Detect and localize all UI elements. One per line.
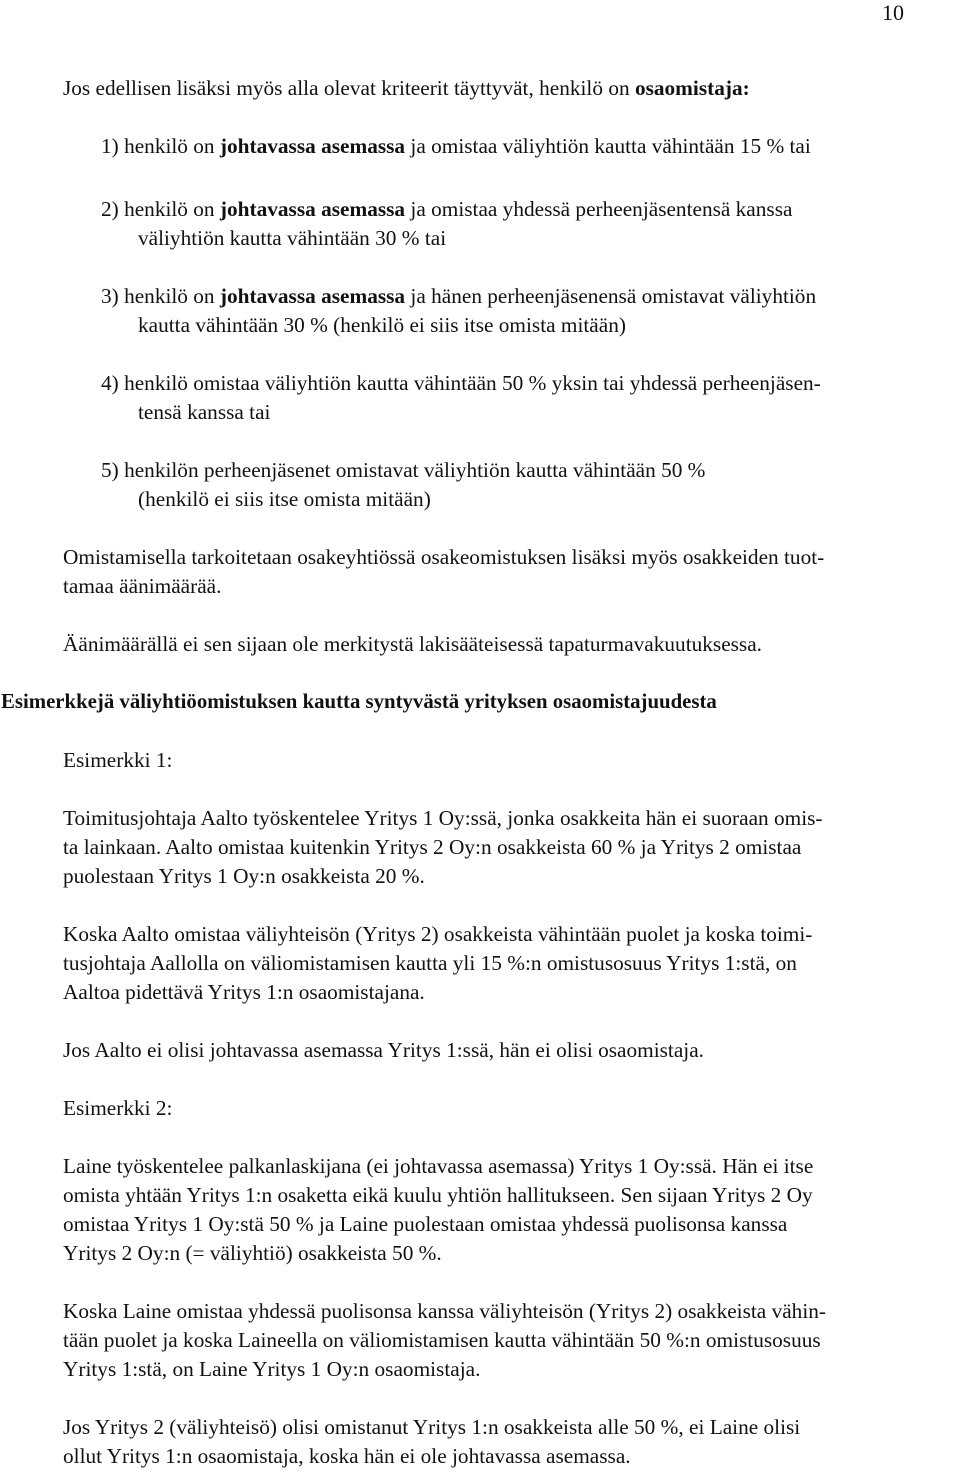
criterion-bold-term: johtavassa asemassa bbox=[219, 134, 406, 158]
criterion-number: 5) bbox=[101, 458, 119, 482]
criterion-number: 4) bbox=[101, 371, 119, 395]
criterion-text: henkilö omistaa väliyhtiön kautta vähintään 50 % yksin tai yhdessä perheenjäsen- bbox=[124, 371, 821, 395]
example-1-p2-line: tusjohtaja Aallolla on väliomistamisen kautta yli 15 %:n omistusosuus Yritys 1:stä, on bbox=[63, 951, 797, 975]
criterion-number: 3) bbox=[101, 284, 119, 308]
example-2-p1-line: Laine työskentelee palkanlaskijana (ei johtavassa asemassa) Yritys 1 Oy:ssä. Hän ei itse bbox=[63, 1154, 814, 1178]
example-2-p2-line: Yritys 1:stä, on Laine Yritys 1 Oy:n osaomistaja. bbox=[63, 1357, 481, 1381]
criterion-text: henkilö on bbox=[124, 134, 220, 158]
criterion-1 bbox=[101, 132, 960, 161]
omistamisella-line-1: Omistamisella tarkoitetaan osakeyhtiössä osakeomistuksen lisäksi myös osakkeiden tuot- bbox=[63, 545, 825, 569]
criterion-3 bbox=[101, 282, 960, 311]
example-2-p1-line: omista yhtään Yritys 1:n osaketta eikä kuulu yhtiön hallitukseen. Sen sijaan Yritys 2 Oy bbox=[63, 1183, 813, 1207]
example-1-p3: Jos Aalto ei olisi johtavassa asemassa Yritys 1:ssä, hän ei olisi osaomistaja. bbox=[63, 1038, 704, 1062]
criterion-4 bbox=[101, 369, 960, 398]
example-1-p2-line: Aaltoa pidettävä Yritys 1:n osaomistajana. bbox=[63, 980, 425, 1004]
intro-paragraph bbox=[63, 74, 943, 103]
criterion-number: 1) bbox=[101, 134, 119, 158]
example-2-p3-line: ollut Yritys 1:n osaomistaja, koska hän ei ole johtavassa asemassa. bbox=[63, 1444, 631, 1468]
criterion-text: henkilön perheenjäsenet omistavat väliyhtiön kautta vähintään 50 % bbox=[124, 458, 706, 482]
example-2-p2-line: tään puolet ja koska Laineella on väliomistamisen kautta vähintään 50 %:n omistusosuus bbox=[63, 1328, 821, 1352]
criterion-text: ja omistaa yhdessä perheenjäsentensä kanssa bbox=[405, 197, 793, 221]
example-2-p1-line: omistaa Yritys 1 Oy:stä 50 % ja Laine puolestaan omistaa yhdessä puolisonsa kanssa bbox=[63, 1212, 788, 1236]
criterion-3-continuation: kautta vähintään 30 % (henkilö ei siis itse omista mitään) bbox=[138, 313, 626, 337]
criterion-5-continuation: (henkilö ei siis itse omista mitään) bbox=[138, 487, 431, 511]
section-heading: Esimerkkejä väliyhtiöomistuksen kautta syntyvästä yrityksen osaomistajuudesta bbox=[1, 690, 717, 713]
criterion-text: ja hänen perheenjäsenensä omistavat väliyhtiön bbox=[405, 284, 817, 308]
aanimaaralla-paragraph: Äänimäärällä ei sen sijaan ole merkitystä lakisääteisessä tapaturmavakuutuksessa. bbox=[63, 632, 763, 656]
criterion-text: henkilö on bbox=[124, 197, 220, 221]
criterion-5 bbox=[101, 456, 960, 485]
intro-text: Jos edellisen lisäksi myös alla olevat kriteerit täyttyvät, henkilö on bbox=[63, 76, 635, 100]
intro-bold-term: osaomistaja: bbox=[634, 76, 750, 100]
example-1-title: Esimerkki 1: bbox=[63, 748, 173, 772]
example-1-p1-line: Toimitusjohtaja Aalto työskentelee Yritys 1 Oy:ssä, jonka osakkeita hän ei suoraan omis- bbox=[63, 806, 823, 830]
example-1-p1-line: puolestaan Yritys 1 Oy:n osakkeista 20 %. bbox=[63, 864, 425, 888]
criterion-number: 2) bbox=[101, 197, 119, 221]
criterion-bold-term: johtavassa asemassa bbox=[219, 284, 406, 308]
criterion-4-continuation: tensä kanssa tai bbox=[138, 400, 271, 424]
example-2-p2-line: Koska Laine omistaa yhdessä puolisonsa kanssa väliyhteisön (Yritys 2) osakkeista vähin- bbox=[63, 1299, 826, 1323]
example-2-p3-line: Jos Yritys 2 (väliyhteisö) olisi omistanut Yritys 1:n osakkeista alle 50 %, ei Laine olisi bbox=[63, 1415, 801, 1439]
criterion-bold-term: johtavassa asemassa bbox=[219, 197, 406, 221]
criterion-text: henkilö on bbox=[124, 284, 220, 308]
example-1-p2-line: Koska Aalto omistaa väliyhteisön (Yritys 2) osakkeista vähintään puolet ja koska toimi- bbox=[63, 922, 813, 946]
example-1-p1-line: ta lainkaan. Aalto omistaa kuitenkin Yritys 2 Oy:n osakkeista 60 % ja Yritys 2 omistaa bbox=[63, 835, 802, 859]
criterion-2 bbox=[101, 195, 960, 224]
page-number: 10 bbox=[882, 0, 904, 25]
criterion-text: ja omistaa väliyhtiön kautta vähintään 15 % tai bbox=[405, 134, 811, 158]
example-2-p1-line: Yritys 2 Oy:n (= väliyhtiö) osakkeista 50 %. bbox=[63, 1241, 442, 1265]
omistamisella-line-2: tamaa äänimäärää. bbox=[63, 574, 222, 598]
example-2-title: Esimerkki 2: bbox=[63, 1096, 173, 1120]
criterion-2-continuation: väliyhtiön kautta vähintään 30 % tai bbox=[138, 226, 447, 250]
